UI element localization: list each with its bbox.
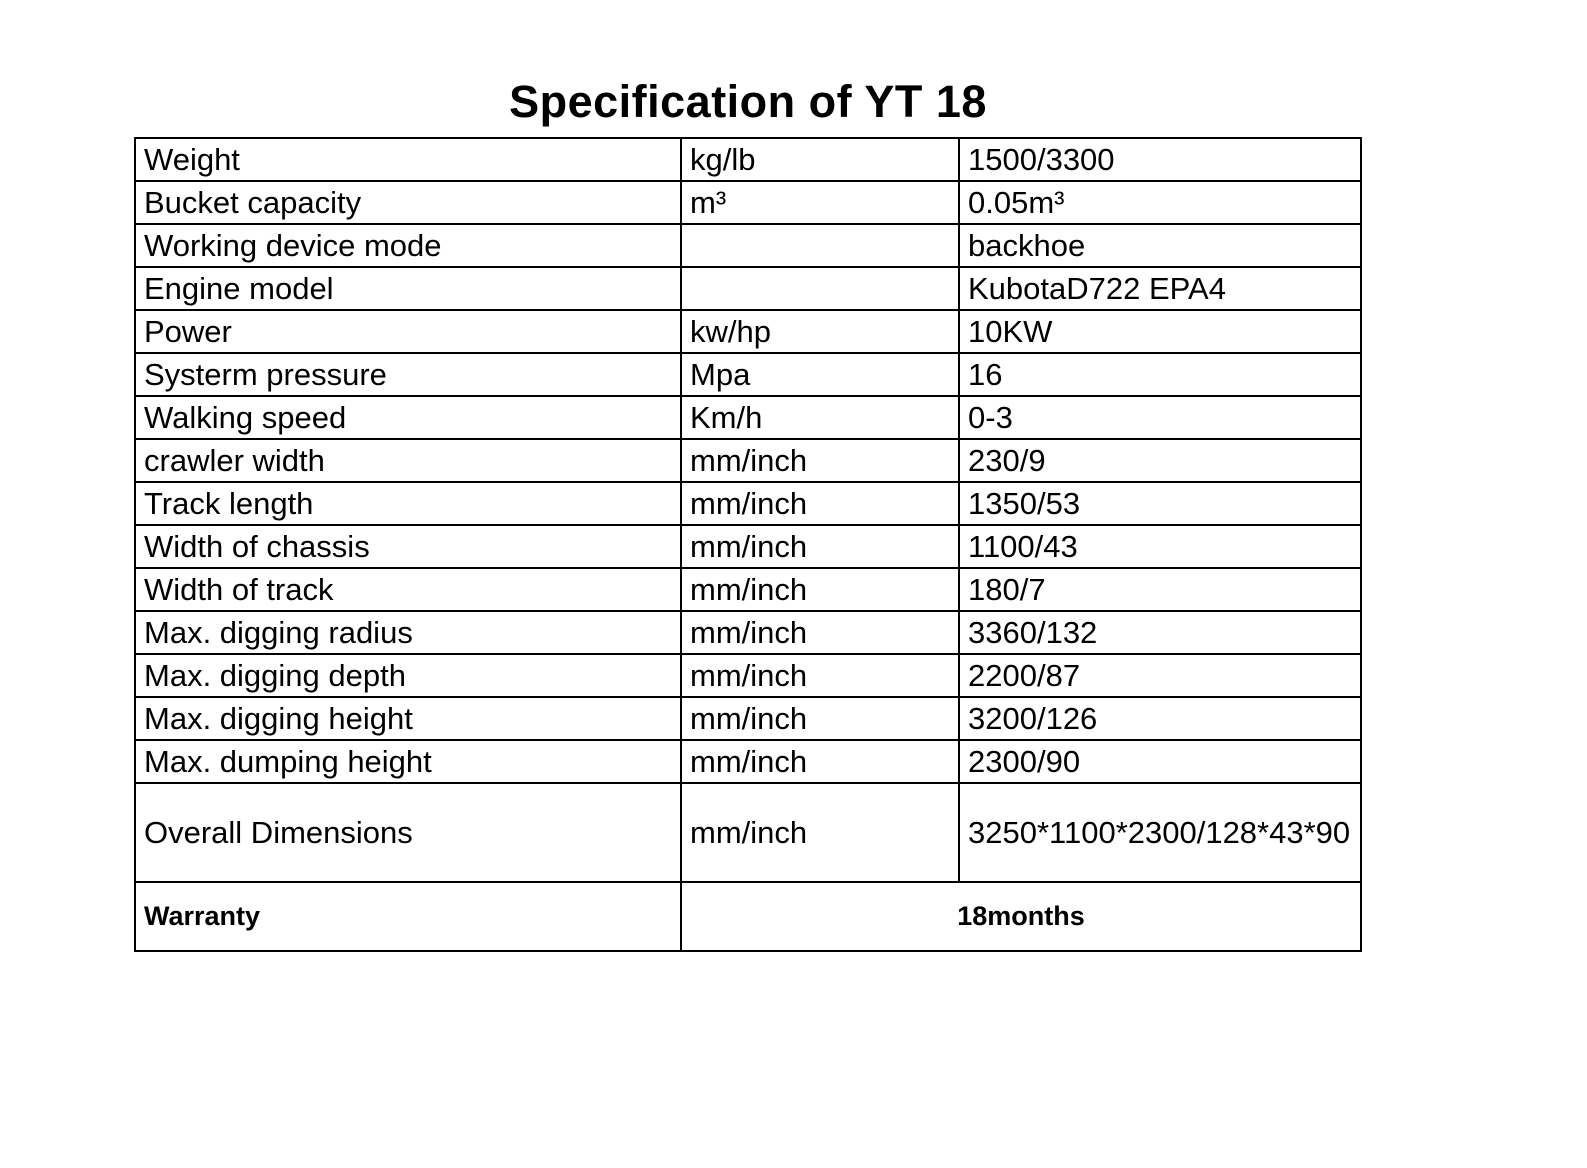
spec-value: 0.05m³ [959, 181, 1361, 224]
spec-value: 180/7 [959, 568, 1361, 611]
spec-value: 3200/126 [959, 697, 1361, 740]
table-row [135, 181, 1361, 224]
spec-value: 1100/43 [959, 525, 1361, 568]
spec-name: Weight [135, 138, 681, 181]
spec-name: Track length [135, 482, 681, 525]
spec-value: KubotaD722 EPA4 [959, 267, 1361, 310]
spec-name: Max. dumping height [135, 740, 681, 783]
spec-unit: mm/inch [681, 697, 959, 740]
table-row [135, 224, 1361, 267]
table-row [135, 310, 1361, 353]
spec-value: 2300/90 [959, 740, 1361, 783]
spec-unit: Mpa [681, 353, 959, 396]
spec-name: Working device mode [135, 224, 681, 267]
spec-unit: mm/inch [681, 654, 959, 697]
table-row [135, 783, 1361, 882]
table-row [135, 138, 1361, 181]
table-row [135, 267, 1361, 310]
warranty-label: Warranty [135, 882, 681, 951]
spec-name: Power [135, 310, 681, 353]
table-row [135, 611, 1361, 654]
spec-name: Max. digging height [135, 697, 681, 740]
spec-name: Bucket capacity [135, 181, 681, 224]
table-row [135, 439, 1361, 482]
table-row [135, 654, 1361, 697]
spec-unit: mm/inch [681, 482, 959, 525]
table-row [135, 525, 1361, 568]
table-row [135, 568, 1361, 611]
spec-value: 230/9 [959, 439, 1361, 482]
table-row [135, 740, 1361, 783]
spec-unit: mm/inch [681, 439, 959, 482]
spec-value: 1500/3300 [959, 138, 1361, 181]
spec-value: 3360/132 [959, 611, 1361, 654]
spec-unit: Km/h [681, 396, 959, 439]
spec-value: 3250*1100*2300/128*43*90 [959, 783, 1361, 882]
spec-unit [681, 267, 959, 310]
spec-value: 2200/87 [959, 654, 1361, 697]
spec-name: Max. digging depth [135, 654, 681, 697]
spec-name: Engine model [135, 267, 681, 310]
spec-value: 10KW [959, 310, 1361, 353]
warranty-value: 18months [681, 882, 1361, 951]
spec-unit: kg/lb [681, 138, 959, 181]
specification-table [134, 137, 1362, 952]
spec-name: Systerm pressure [135, 353, 681, 396]
spec-value: 16 [959, 353, 1361, 396]
spec-name: Width of track [135, 568, 681, 611]
spec-name: Overall Dimensions [135, 783, 681, 882]
spec-value: 1350/53 [959, 482, 1361, 525]
spec-unit: mm/inch [681, 525, 959, 568]
table-row [135, 353, 1361, 396]
spec-unit: kw/hp [681, 310, 959, 353]
page-title: Specification of YT 18 [509, 76, 987, 127]
spec-unit: mm/inch [681, 740, 959, 783]
spec-name: Walking speed [135, 396, 681, 439]
table-row [135, 697, 1361, 740]
table-row [135, 482, 1361, 525]
spec-value: 0-3 [959, 396, 1361, 439]
warranty-row [135, 882, 1361, 951]
spec-value: backhoe [959, 224, 1361, 267]
spec-unit: m³ [681, 181, 959, 224]
spec-name: crawler width [135, 439, 681, 482]
spec-unit: mm/inch [681, 611, 959, 654]
spec-unit: mm/inch [681, 568, 959, 611]
spec-name: Width of chassis [135, 525, 681, 568]
spec-name: Max. digging radius [135, 611, 681, 654]
spec-unit: mm/inch [681, 783, 959, 882]
spec-unit [681, 224, 959, 267]
table-row [135, 396, 1361, 439]
